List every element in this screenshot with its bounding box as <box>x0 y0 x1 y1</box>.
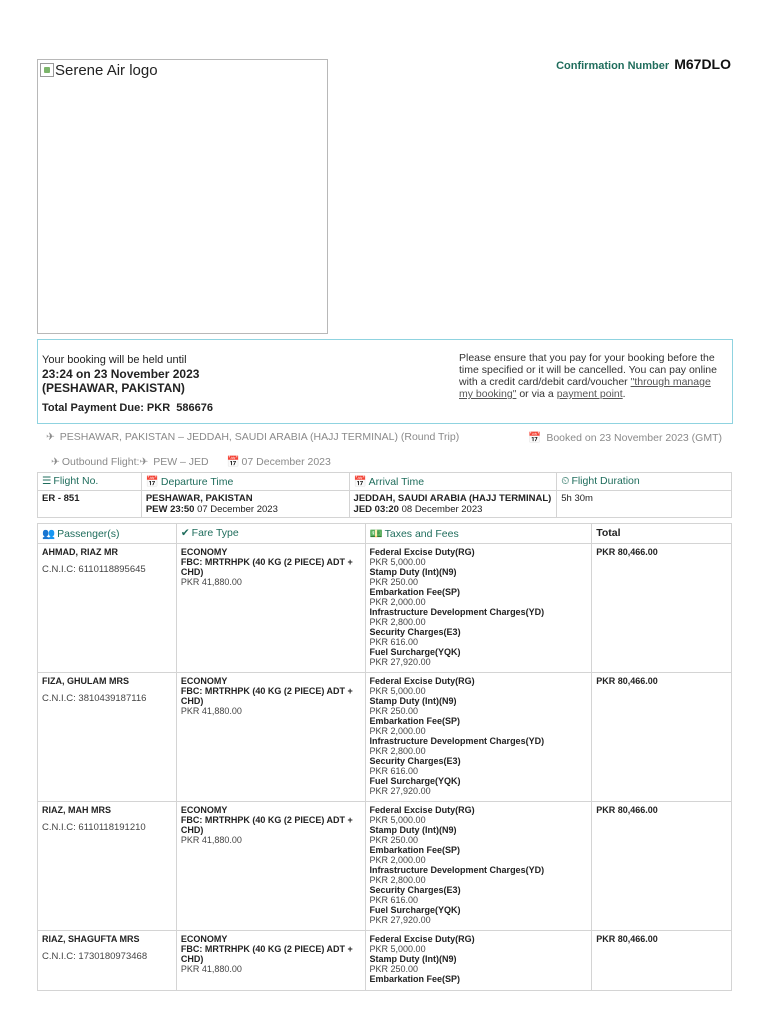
total-label: Total Payment Due: PKR <box>42 402 171 414</box>
manage-booking-link[interactable]: "through manage my booking" <box>459 376 711 400</box>
fare-cell <box>176 802 365 931</box>
check-icon: ✔ <box>180 527 190 539</box>
passenger-name: AHMAD, RIAZ MR <box>42 547 118 557</box>
table-row <box>38 673 732 802</box>
total-value: 586676 <box>176 402 213 414</box>
tax-name: Security Charges(E3) <box>369 756 461 766</box>
flight-number: ER - 851 <box>38 491 142 518</box>
money-icon: 💵 <box>369 528 383 540</box>
tax-amount: PKR 616.00 <box>369 895 419 905</box>
clock-icon: ⏲ <box>561 475 570 487</box>
tax-amount: PKR 250.00 <box>369 706 419 716</box>
tax-amount: PKR 2,000.00 <box>369 597 426 607</box>
tax-amount: PKR 250.00 <box>369 835 419 845</box>
or-via-text: or via a <box>519 388 554 400</box>
tax-amount: PKR 250.00 <box>369 577 419 587</box>
fare-amount: PKR 41,880.00 <box>180 706 242 716</box>
tax-name: Fuel Surcharge(YQK) <box>369 647 461 657</box>
tax-amount: PKR 616.00 <box>369 637 419 647</box>
fare-cabin: ECONOMY <box>180 676 228 686</box>
table-row <box>38 544 732 673</box>
period: . <box>622 388 626 400</box>
fare-cabin: ECONOMY <box>180 805 228 815</box>
passenger-cell <box>38 802 177 931</box>
logo-alt <box>40 62 158 79</box>
tax-amount: PKR 2,800.00 <box>369 746 426 756</box>
fare-amount: PKR 41,880.00 <box>180 964 242 974</box>
confirmation-number: M67DLO <box>674 56 731 72</box>
users-icon: 👥 <box>42 528 56 540</box>
total-payment-due <box>42 401 342 415</box>
flight-duration: 5h 30m <box>557 491 732 518</box>
tax-amount: PKR 2,800.00 <box>369 875 426 885</box>
plane-icon: ✈ <box>46 431 55 443</box>
tax-name: Embarkation Fee(SP) <box>369 587 461 597</box>
payment-point-link[interactable]: payment point <box>556 388 623 400</box>
fare-basis: FBC: MRTRHPK (40 KG (2 PIECE) ADT + CHD) <box>180 686 353 706</box>
fare-basis: FBC: MRTRHPK (40 KG (2 PIECE) ADT + CHD) <box>180 557 353 577</box>
tax-name: Stamp Duty (Int)(N9) <box>369 954 457 964</box>
taxes-cell <box>365 544 592 673</box>
flight-no-header: ☰ Flight No. <box>38 473 142 491</box>
tax-name: Embarkation Fee(SP) <box>369 845 461 855</box>
fare-cabin: ECONOMY <box>180 934 228 944</box>
taxes-cell <box>365 931 592 991</box>
table-row <box>38 931 732 991</box>
tax-amount: PKR 27,920.00 <box>369 915 431 925</box>
calendar-icon: 📅 <box>226 456 240 468</box>
departure-header: 📅 Departure Time <box>141 473 349 491</box>
booked-text: Booked on 23 November 2023 (GMT) <box>546 432 722 444</box>
tax-amount: PKR 2,800.00 <box>369 617 426 627</box>
passenger-total: PKR 80,466.00 <box>592 544 732 673</box>
hold-line: Your booking will be held until <box>42 354 187 366</box>
fare-cabin: ECONOMY <box>180 547 228 557</box>
fare-basis: FBC: MRTRHPK (40 KG (2 PIECE) ADT + CHD) <box>180 944 353 964</box>
departure-city: PESHAWAR, PAKISTAN <box>145 493 253 504</box>
tax-amount: PKR 2,000.00 <box>369 855 426 865</box>
logo-image <box>37 59 328 334</box>
tax-amount: PKR 5,000.00 <box>369 557 426 567</box>
passenger-fare-table <box>37 523 732 991</box>
confirmation <box>556 56 731 72</box>
confirmation-label: Confirmation Number <box>556 60 670 72</box>
fare-amount: PKR 41,880.00 <box>180 577 242 587</box>
hold-location: (PESHAWAR, PAKISTAN) <box>42 381 185 395</box>
tax-name: Infrastructure Development Charges(YD) <box>369 865 545 875</box>
arrival-time: JED 03:20 <box>353 504 399 515</box>
tax-amount: PKR 27,920.00 <box>369 657 431 667</box>
tax-name: Stamp Duty (Int)(N9) <box>369 567 457 577</box>
departure-date: 07 December 2023 <box>197 504 278 515</box>
hold-info <box>42 353 342 415</box>
tax-name: Federal Excise Duty(RG) <box>369 934 475 944</box>
departure-cell <box>141 491 349 518</box>
calendar-icon: 📅 <box>353 476 367 488</box>
table-row <box>38 802 732 931</box>
arrival-city: JEDDAH, SAUDI ARABIA (HAJJ TERMINAL) <box>353 493 552 504</box>
flight-table <box>37 472 732 518</box>
route-text: PESHAWAR, PAKISTAN – JEDDAH, SAUDI ARABIA (HAJJ TERMINAL) (Round Trip) <box>59 431 460 443</box>
outbound-label: Outbound Flight: <box>61 456 140 468</box>
tax-amount: PKR 2,000.00 <box>369 726 426 736</box>
passenger-cell <box>38 544 177 673</box>
logo-alt-text: Serene Air logo <box>55 62 158 79</box>
fare-basis: FBC: MRTRHPK (40 KG (2 PIECE) ADT + CHD) <box>180 815 353 835</box>
payment-note <box>459 352 724 400</box>
fare-cell <box>176 673 365 802</box>
departure-time: PEW 23:50 <box>145 504 195 515</box>
list-icon: ☰ <box>42 475 52 487</box>
tax-amount: PKR 616.00 <box>369 766 419 776</box>
arrival-cell <box>349 491 557 518</box>
trip-route <box>46 431 459 443</box>
tax-amount: PKR 27,920.00 <box>369 786 431 796</box>
tax-name: Fuel Surcharge(YQK) <box>369 776 461 786</box>
tax-name: Stamp Duty (Int)(N9) <box>369 696 457 706</box>
flight-header-row <box>38 473 732 491</box>
calendar-icon: 📅 <box>145 476 159 488</box>
passenger-header: 👥 Passenger(s) <box>38 524 177 544</box>
total-header: Total <box>592 524 732 544</box>
tax-name: Security Charges(E3) <box>369 885 461 895</box>
passenger-total: PKR 80,466.00 <box>592 931 732 991</box>
pax-header-row <box>38 524 732 544</box>
taxes-header: 💵 Taxes and Fees <box>365 524 592 544</box>
passenger-name: RIAZ, SHAGUFTA MRS <box>42 934 140 944</box>
fare-cell <box>176 544 365 673</box>
tax-name: Stamp Duty (Int)(N9) <box>369 825 457 835</box>
taxes-cell <box>365 802 592 931</box>
passenger-cnic: C.N.I.C: 6110118895645 <box>42 564 146 575</box>
tax-name: Embarkation Fee(SP) <box>369 716 461 726</box>
tax-name: Security Charges(E3) <box>369 627 461 637</box>
duration-header: ⏲ Flight Duration <box>557 473 732 491</box>
passenger-total: PKR 80,466.00 <box>592 673 732 802</box>
hold-deadline: 23:24 on 23 November 2023 <box>42 367 200 381</box>
payment-note-text: Please ensure that you pay for your booking before the time specified or it will be cancelled. You can pay online with a credit card/debit card/voucher <box>459 352 717 388</box>
plane-icon: ✈ <box>51 456 60 468</box>
tax-name: Fuel Surcharge(YQK) <box>369 905 461 915</box>
outbound-route: PEW – JED <box>153 456 209 468</box>
passenger-cnic: C.N.I.C: 3810439187116 <box>42 693 147 704</box>
passenger-cell <box>38 931 177 991</box>
passenger-name: RIAZ, MAH MRS <box>42 805 111 815</box>
tax-name: Federal Excise Duty(RG) <box>369 676 475 686</box>
flight-row <box>38 491 732 518</box>
passenger-cell <box>38 673 177 802</box>
tax-amount: PKR 5,000.00 <box>369 686 426 696</box>
calendar-check-icon: 📅 <box>528 432 542 444</box>
taxes-cell <box>365 673 592 802</box>
booking-hold-box <box>37 339 733 424</box>
outbound-flight <box>51 455 331 468</box>
passenger-name: FIZA, GHULAM MRS <box>42 676 129 686</box>
arrival-date: 08 December 2023 <box>401 504 483 515</box>
passenger-cnic: C.N.I.C: 6110118191210 <box>42 822 146 833</box>
tax-name: Embarkation Fee(SP) <box>369 974 461 984</box>
fare-type-header: ✔ Fare Type <box>176 524 365 544</box>
passenger-cnic: C.N.I.C: 1730180973468 <box>42 951 148 962</box>
arrival-header: 📅 Arrival Time <box>349 473 557 491</box>
outbound-date: 07 December 2023 <box>241 456 331 468</box>
passenger-total: PKR 80,466.00 <box>592 802 732 931</box>
tax-name: Infrastructure Development Charges(YD) <box>369 736 545 746</box>
tax-name: Infrastructure Development Charges(YD) <box>369 607 545 617</box>
fare-amount: PKR 41,880.00 <box>180 835 242 845</box>
tax-amount: PKR 5,000.00 <box>369 815 426 825</box>
tax-name: Federal Excise Duty(RG) <box>369 805 475 815</box>
plane-icon: ✈ <box>139 456 149 468</box>
booked-date <box>528 431 722 444</box>
broken-image-icon <box>40 63 54 77</box>
fare-cell <box>176 931 365 991</box>
tax-amount: PKR 5,000.00 <box>369 944 426 954</box>
tax-name: Federal Excise Duty(RG) <box>369 547 475 557</box>
tax-amount: PKR 250.00 <box>369 964 419 974</box>
